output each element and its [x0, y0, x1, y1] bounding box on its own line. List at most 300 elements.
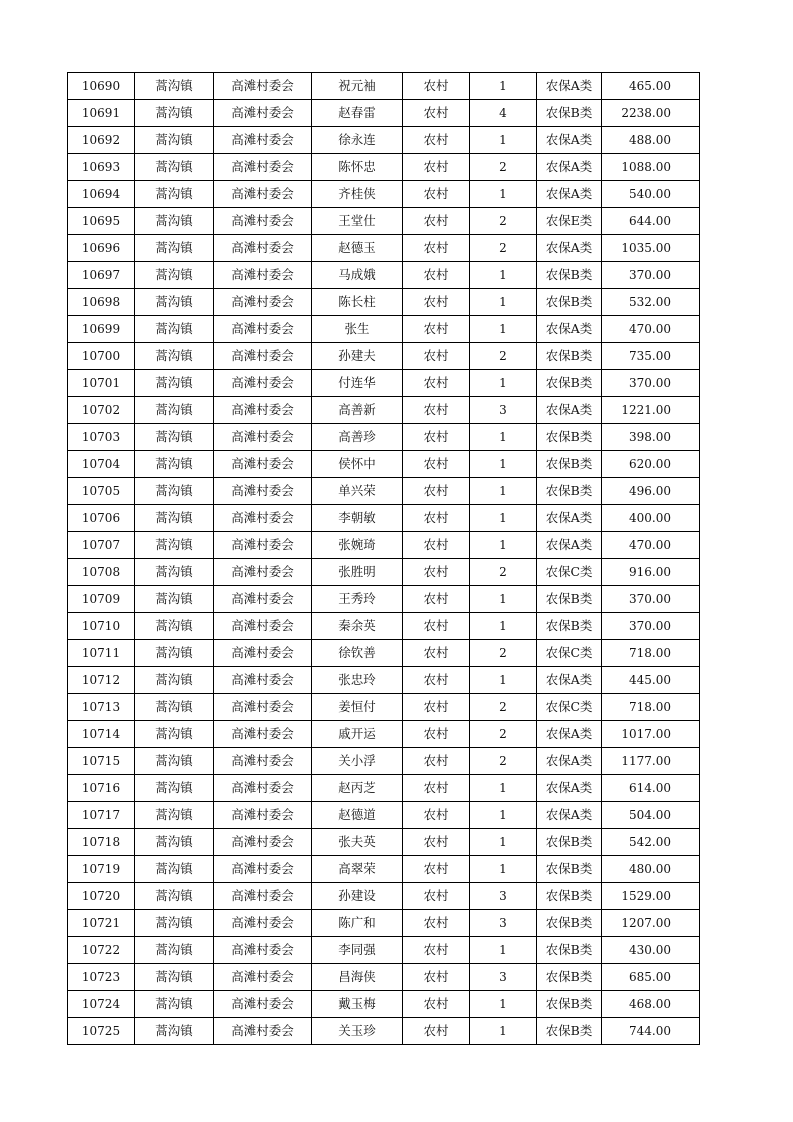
village-committee-cell: 高滩村委会	[214, 667, 312, 694]
household-size-cell: 1	[470, 667, 537, 694]
area-type-cell: 农村	[403, 154, 470, 181]
category-cell: 农保A类	[537, 127, 602, 154]
category-cell: 农保B类	[537, 613, 602, 640]
town-cell: 蒿沟镇	[135, 964, 214, 991]
village-committee-cell: 高滩村委会	[214, 100, 312, 127]
name-cell: 徐永连	[312, 127, 403, 154]
household-size-cell: 1	[470, 532, 537, 559]
category-cell: 农保C类	[537, 640, 602, 667]
amount-cell: 470.00	[602, 532, 700, 559]
town-cell: 蒿沟镇	[135, 505, 214, 532]
town-cell: 蒿沟镇	[135, 73, 214, 100]
category-cell: 农保B类	[537, 991, 602, 1018]
table-row	[68, 235, 700, 262]
name-cell: 关小浮	[312, 748, 403, 775]
village-committee-cell: 高滩村委会	[214, 424, 312, 451]
town-cell: 蒿沟镇	[135, 586, 214, 613]
household-size-cell: 2	[470, 343, 537, 370]
name-cell: 王堂仕	[312, 208, 403, 235]
category-cell: 农保A类	[537, 181, 602, 208]
area-type-cell: 农村	[403, 856, 470, 883]
name-cell: 李同强	[312, 937, 403, 964]
town-cell: 蒿沟镇	[135, 640, 214, 667]
town-cell: 蒿沟镇	[135, 802, 214, 829]
table-row	[68, 316, 700, 343]
category-cell: 农保B类	[537, 262, 602, 289]
record-id-cell: 10695	[68, 208, 135, 235]
area-type-cell: 农村	[403, 613, 470, 640]
village-committee-cell: 高滩村委会	[214, 856, 312, 883]
record-id-cell: 10711	[68, 640, 135, 667]
town-cell: 蒿沟镇	[135, 937, 214, 964]
area-type-cell: 农村	[403, 640, 470, 667]
household-size-cell: 2	[470, 694, 537, 721]
name-cell: 侯怀中	[312, 451, 403, 478]
category-cell: 农保A类	[537, 775, 602, 802]
town-cell: 蒿沟镇	[135, 262, 214, 289]
household-size-cell: 2	[470, 154, 537, 181]
table-row	[68, 208, 700, 235]
amount-cell: 614.00	[602, 775, 700, 802]
town-cell: 蒿沟镇	[135, 181, 214, 208]
area-type-cell: 农村	[403, 208, 470, 235]
amount-cell: 400.00	[602, 505, 700, 532]
table-row	[68, 505, 700, 532]
table-row	[68, 775, 700, 802]
record-id-cell: 10703	[68, 424, 135, 451]
amount-cell: 496.00	[602, 478, 700, 505]
village-committee-cell: 高滩村委会	[214, 127, 312, 154]
record-id-cell: 10706	[68, 505, 135, 532]
town-cell: 蒿沟镇	[135, 127, 214, 154]
household-size-cell: 2	[470, 559, 537, 586]
amount-cell: 718.00	[602, 694, 700, 721]
record-id-cell: 10718	[68, 829, 135, 856]
area-type-cell: 农村	[403, 721, 470, 748]
amount-cell: 685.00	[602, 964, 700, 991]
name-cell: 高善珍	[312, 424, 403, 451]
table-row	[68, 262, 700, 289]
record-id-cell: 10712	[68, 667, 135, 694]
record-id-cell: 10699	[68, 316, 135, 343]
village-committee-cell: 高滩村委会	[214, 235, 312, 262]
village-committee-cell: 高滩村委会	[214, 559, 312, 586]
name-cell: 秦余英	[312, 613, 403, 640]
name-cell: 赵丙芝	[312, 775, 403, 802]
amount-cell: 718.00	[602, 640, 700, 667]
area-type-cell: 农村	[403, 73, 470, 100]
area-type-cell: 农村	[403, 802, 470, 829]
area-type-cell: 农村	[403, 775, 470, 802]
area-type-cell: 农村	[403, 883, 470, 910]
household-size-cell: 4	[470, 100, 537, 127]
amount-cell: 470.00	[602, 316, 700, 343]
household-size-cell: 1	[470, 991, 537, 1018]
record-id-cell: 10704	[68, 451, 135, 478]
village-committee-cell: 高滩村委会	[214, 1018, 312, 1045]
category-cell: 农保A类	[537, 154, 602, 181]
village-committee-cell: 高滩村委会	[214, 505, 312, 532]
town-cell: 蒿沟镇	[135, 667, 214, 694]
name-cell: 孙建设	[312, 883, 403, 910]
household-size-cell: 3	[470, 397, 537, 424]
record-id-cell: 10693	[68, 154, 135, 181]
category-cell: 农保B类	[537, 586, 602, 613]
area-type-cell: 农村	[403, 262, 470, 289]
record-id-cell: 10707	[68, 532, 135, 559]
area-type-cell: 农村	[403, 505, 470, 532]
household-size-cell: 1	[470, 289, 537, 316]
name-cell: 李朝敏	[312, 505, 403, 532]
amount-cell: 370.00	[602, 370, 700, 397]
amount-cell: 1177.00	[602, 748, 700, 775]
amount-cell: 916.00	[602, 559, 700, 586]
table-row	[68, 559, 700, 586]
roster-body	[68, 73, 700, 1045]
category-cell: 农保B类	[537, 856, 602, 883]
area-type-cell: 农村	[403, 451, 470, 478]
name-cell: 姜恒付	[312, 694, 403, 721]
table-row	[68, 613, 700, 640]
household-size-cell: 1	[470, 802, 537, 829]
amount-cell: 1088.00	[602, 154, 700, 181]
household-size-cell: 2	[470, 235, 537, 262]
amount-cell: 370.00	[602, 586, 700, 613]
household-size-cell: 3	[470, 964, 537, 991]
household-size-cell: 1	[470, 181, 537, 208]
name-cell: 张婉琦	[312, 532, 403, 559]
village-committee-cell: 高滩村委会	[214, 181, 312, 208]
category-cell: 农保B类	[537, 289, 602, 316]
area-type-cell: 农村	[403, 667, 470, 694]
category-cell: 农保B类	[537, 370, 602, 397]
record-id-cell: 10713	[68, 694, 135, 721]
village-committee-cell: 高滩村委会	[214, 829, 312, 856]
category-cell: 农保B类	[537, 883, 602, 910]
village-committee-cell: 高滩村委会	[214, 937, 312, 964]
table-row	[68, 586, 700, 613]
village-committee-cell: 高滩村委会	[214, 991, 312, 1018]
town-cell: 蒿沟镇	[135, 478, 214, 505]
town-cell: 蒿沟镇	[135, 1018, 214, 1045]
town-cell: 蒿沟镇	[135, 235, 214, 262]
amount-cell: 488.00	[602, 127, 700, 154]
town-cell: 蒿沟镇	[135, 559, 214, 586]
amount-cell: 540.00	[602, 181, 700, 208]
table-row	[68, 478, 700, 505]
name-cell: 赵德道	[312, 802, 403, 829]
category-cell: 农保A类	[537, 73, 602, 100]
town-cell: 蒿沟镇	[135, 343, 214, 370]
area-type-cell: 农村	[403, 910, 470, 937]
household-size-cell: 1	[470, 478, 537, 505]
area-type-cell: 农村	[403, 235, 470, 262]
village-committee-cell: 高滩村委会	[214, 694, 312, 721]
town-cell: 蒿沟镇	[135, 910, 214, 937]
table-row	[68, 721, 700, 748]
table-row	[68, 424, 700, 451]
table-row	[68, 883, 700, 910]
town-cell: 蒿沟镇	[135, 532, 214, 559]
household-size-cell: 1	[470, 73, 537, 100]
amount-cell: 445.00	[602, 667, 700, 694]
category-cell: 农保B类	[537, 937, 602, 964]
area-type-cell: 农村	[403, 316, 470, 343]
record-id-cell: 10692	[68, 127, 135, 154]
village-committee-cell: 高滩村委会	[214, 397, 312, 424]
town-cell: 蒿沟镇	[135, 829, 214, 856]
category-cell: 农保B类	[537, 451, 602, 478]
town-cell: 蒿沟镇	[135, 883, 214, 910]
amount-cell: 644.00	[602, 208, 700, 235]
record-id-cell: 10701	[68, 370, 135, 397]
category-cell: 农保A类	[537, 748, 602, 775]
amount-cell: 744.00	[602, 1018, 700, 1045]
record-id-cell: 10722	[68, 937, 135, 964]
area-type-cell: 农村	[403, 370, 470, 397]
record-id-cell: 10696	[68, 235, 135, 262]
household-size-cell: 1	[470, 451, 537, 478]
village-committee-cell: 高滩村委会	[214, 451, 312, 478]
category-cell: 农保B类	[537, 910, 602, 937]
name-cell: 齐桂侠	[312, 181, 403, 208]
household-size-cell: 1	[470, 370, 537, 397]
village-committee-cell: 高滩村委会	[214, 343, 312, 370]
village-committee-cell: 高滩村委会	[214, 586, 312, 613]
name-cell: 陈广和	[312, 910, 403, 937]
table-row	[68, 181, 700, 208]
area-type-cell: 农村	[403, 559, 470, 586]
name-cell: 单兴荣	[312, 478, 403, 505]
record-id-cell: 10721	[68, 910, 135, 937]
village-committee-cell: 高滩村委会	[214, 775, 312, 802]
area-type-cell: 农村	[403, 937, 470, 964]
household-size-cell: 2	[470, 748, 537, 775]
name-cell: 马成娥	[312, 262, 403, 289]
household-size-cell: 3	[470, 883, 537, 910]
record-id-cell: 10716	[68, 775, 135, 802]
area-type-cell: 农村	[403, 424, 470, 451]
table-row	[68, 991, 700, 1018]
village-committee-cell: 高滩村委会	[214, 73, 312, 100]
category-cell: 农保A类	[537, 802, 602, 829]
table-row	[68, 100, 700, 127]
village-committee-cell: 高滩村委会	[214, 478, 312, 505]
village-committee-cell: 高滩村委会	[214, 613, 312, 640]
area-type-cell: 农村	[403, 1018, 470, 1045]
village-committee-cell: 高滩村委会	[214, 208, 312, 235]
amount-cell: 1207.00	[602, 910, 700, 937]
amount-cell: 465.00	[602, 73, 700, 100]
household-size-cell: 2	[470, 208, 537, 235]
category-cell: 农保A类	[537, 397, 602, 424]
name-cell: 赵春雷	[312, 100, 403, 127]
town-cell: 蒿沟镇	[135, 397, 214, 424]
household-size-cell: 1	[470, 856, 537, 883]
record-id-cell: 10717	[68, 802, 135, 829]
name-cell: 徐钦善	[312, 640, 403, 667]
town-cell: 蒿沟镇	[135, 613, 214, 640]
village-committee-cell: 高滩村委会	[214, 154, 312, 181]
category-cell: 农保A类	[537, 505, 602, 532]
town-cell: 蒿沟镇	[135, 856, 214, 883]
table-row	[68, 694, 700, 721]
name-cell: 张生	[312, 316, 403, 343]
record-id-cell: 10714	[68, 721, 135, 748]
table-row	[68, 964, 700, 991]
area-type-cell: 农村	[403, 343, 470, 370]
category-cell: 农保B类	[537, 424, 602, 451]
name-cell: 昌海侠	[312, 964, 403, 991]
record-id-cell: 10698	[68, 289, 135, 316]
town-cell: 蒿沟镇	[135, 370, 214, 397]
village-committee-cell: 高滩村委会	[214, 316, 312, 343]
area-type-cell: 农村	[403, 478, 470, 505]
amount-cell: 1017.00	[602, 721, 700, 748]
name-cell: 戴玉梅	[312, 991, 403, 1018]
name-cell: 张忠玲	[312, 667, 403, 694]
record-id-cell: 10700	[68, 343, 135, 370]
village-committee-cell: 高滩村委会	[214, 964, 312, 991]
village-committee-cell: 高滩村委会	[214, 262, 312, 289]
category-cell: 农保B类	[537, 100, 602, 127]
name-cell: 高翠荣	[312, 856, 403, 883]
amount-cell: 1221.00	[602, 397, 700, 424]
amount-cell: 542.00	[602, 829, 700, 856]
record-id-cell: 10723	[68, 964, 135, 991]
roster-table	[67, 72, 700, 1045]
town-cell: 蒿沟镇	[135, 775, 214, 802]
table-row	[68, 397, 700, 424]
record-id-cell: 10690	[68, 73, 135, 100]
town-cell: 蒿沟镇	[135, 424, 214, 451]
table-row	[68, 289, 700, 316]
town-cell: 蒿沟镇	[135, 154, 214, 181]
area-type-cell: 农村	[403, 964, 470, 991]
area-type-cell: 农村	[403, 289, 470, 316]
area-type-cell: 农村	[403, 748, 470, 775]
record-id-cell: 10725	[68, 1018, 135, 1045]
household-size-cell: 1	[470, 127, 537, 154]
area-type-cell: 农村	[403, 694, 470, 721]
village-committee-cell: 高滩村委会	[214, 883, 312, 910]
record-id-cell: 10702	[68, 397, 135, 424]
amount-cell: 504.00	[602, 802, 700, 829]
amount-cell: 1035.00	[602, 235, 700, 262]
name-cell: 王秀玲	[312, 586, 403, 613]
name-cell: 赵德玉	[312, 235, 403, 262]
name-cell: 张夫英	[312, 829, 403, 856]
town-cell: 蒿沟镇	[135, 721, 214, 748]
village-committee-cell: 高滩村委会	[214, 748, 312, 775]
village-committee-cell: 高滩村委会	[214, 910, 312, 937]
area-type-cell: 农村	[403, 532, 470, 559]
amount-cell: 735.00	[602, 343, 700, 370]
table-row	[68, 667, 700, 694]
table-row	[68, 910, 700, 937]
record-id-cell: 10715	[68, 748, 135, 775]
table-row	[68, 343, 700, 370]
household-size-cell: 3	[470, 910, 537, 937]
table-row	[68, 1018, 700, 1045]
amount-cell: 2238.00	[602, 100, 700, 127]
record-id-cell: 10709	[68, 586, 135, 613]
record-id-cell: 10694	[68, 181, 135, 208]
town-cell: 蒿沟镇	[135, 208, 214, 235]
area-type-cell: 农村	[403, 127, 470, 154]
town-cell: 蒿沟镇	[135, 451, 214, 478]
amount-cell: 1529.00	[602, 883, 700, 910]
household-size-cell: 1	[470, 316, 537, 343]
table-row	[68, 829, 700, 856]
table-row	[68, 370, 700, 397]
village-committee-cell: 高滩村委会	[214, 721, 312, 748]
table-row	[68, 640, 700, 667]
household-size-cell: 1	[470, 424, 537, 451]
table-row	[68, 937, 700, 964]
village-committee-cell: 高滩村委会	[214, 640, 312, 667]
household-size-cell: 1	[470, 505, 537, 532]
household-size-cell: 1	[470, 829, 537, 856]
table-row	[68, 451, 700, 478]
name-cell: 高善新	[312, 397, 403, 424]
village-committee-cell: 高滩村委会	[214, 370, 312, 397]
category-cell: 农保A类	[537, 721, 602, 748]
area-type-cell: 农村	[403, 829, 470, 856]
household-size-cell: 1	[470, 937, 537, 964]
table-row	[68, 532, 700, 559]
amount-cell: 532.00	[602, 289, 700, 316]
category-cell: 农保B类	[537, 1018, 602, 1045]
amount-cell: 430.00	[602, 937, 700, 964]
area-type-cell: 农村	[403, 991, 470, 1018]
area-type-cell: 农村	[403, 181, 470, 208]
table-row	[68, 154, 700, 181]
category-cell: 农保A类	[537, 235, 602, 262]
amount-cell: 620.00	[602, 451, 700, 478]
category-cell: 农保B类	[537, 343, 602, 370]
name-cell: 关玉珍	[312, 1018, 403, 1045]
household-size-cell: 1	[470, 613, 537, 640]
category-cell: 农保B类	[537, 964, 602, 991]
category-cell: 农保C类	[537, 559, 602, 586]
village-committee-cell: 高滩村委会	[214, 802, 312, 829]
table-row	[68, 856, 700, 883]
household-size-cell: 1	[470, 262, 537, 289]
table-row	[68, 73, 700, 100]
amount-cell: 370.00	[602, 613, 700, 640]
amount-cell: 370.00	[602, 262, 700, 289]
town-cell: 蒿沟镇	[135, 316, 214, 343]
name-cell: 祝元袖	[312, 73, 403, 100]
town-cell: 蒿沟镇	[135, 100, 214, 127]
town-cell: 蒿沟镇	[135, 991, 214, 1018]
category-cell: 农保C类	[537, 694, 602, 721]
record-id-cell: 10710	[68, 613, 135, 640]
category-cell: 农保E类	[537, 208, 602, 235]
area-type-cell: 农村	[403, 397, 470, 424]
village-committee-cell: 高滩村委会	[214, 289, 312, 316]
town-cell: 蒿沟镇	[135, 289, 214, 316]
record-id-cell: 10724	[68, 991, 135, 1018]
name-cell: 孙建夫	[312, 343, 403, 370]
household-size-cell: 2	[470, 640, 537, 667]
household-size-cell: 2	[470, 721, 537, 748]
amount-cell: 398.00	[602, 424, 700, 451]
record-id-cell: 10708	[68, 559, 135, 586]
area-type-cell: 农村	[403, 586, 470, 613]
name-cell: 张胜明	[312, 559, 403, 586]
